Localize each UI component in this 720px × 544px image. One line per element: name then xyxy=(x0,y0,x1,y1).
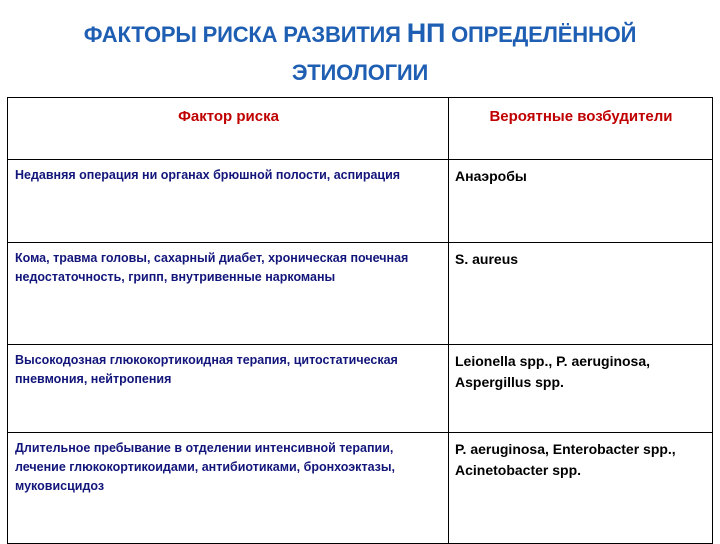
agent-cell: Leionella spp., P. aeruginosa, Aspergillus spp. xyxy=(449,345,713,433)
factor-cell: Недавняя операция ни органах брюшной полости, аспирация xyxy=(8,160,449,243)
table-row xyxy=(8,243,713,345)
header-agents: Вероятные возбудители xyxy=(449,98,713,160)
header-factor: Фактор риска xyxy=(8,98,449,160)
risk-factor-table xyxy=(7,97,713,544)
table-row xyxy=(8,160,713,243)
table-row xyxy=(8,433,713,544)
factor-cell: Кома, травма головы, сахарный диабет, хроническая почечная недостаточность, грипп, внутривенные наркоманы xyxy=(8,243,449,345)
page-title xyxy=(0,14,720,92)
agent-cell: Анаэробы xyxy=(449,160,713,243)
factor-cell: Длительное пребывание в отделении интенсивной терапии, лечение глюкокортикоидами, антибиотиками, бронхоэктазы, муковисцидоз xyxy=(8,433,449,544)
table-row xyxy=(8,345,713,433)
factor-cell: Высокодозная глюкокортикоидная терапия, цитостатическая пневмония, нейтропения xyxy=(8,345,449,433)
agent-cell: P. aeruginosa, Enterobacter spp., Acinetobacter spp. xyxy=(449,433,713,544)
title-abbr: НП xyxy=(406,18,446,48)
table-header-row xyxy=(8,98,713,160)
agent-cell: S. aureus xyxy=(449,243,713,345)
title-part1: ФАКТОРЫ РИСКА РАЗВИТИЯ xyxy=(83,22,407,47)
title-part2: ОПРЕДЕЛЁННОЙ xyxy=(445,22,637,47)
title-line2: ЭТИОЛОГИИ xyxy=(291,60,429,85)
